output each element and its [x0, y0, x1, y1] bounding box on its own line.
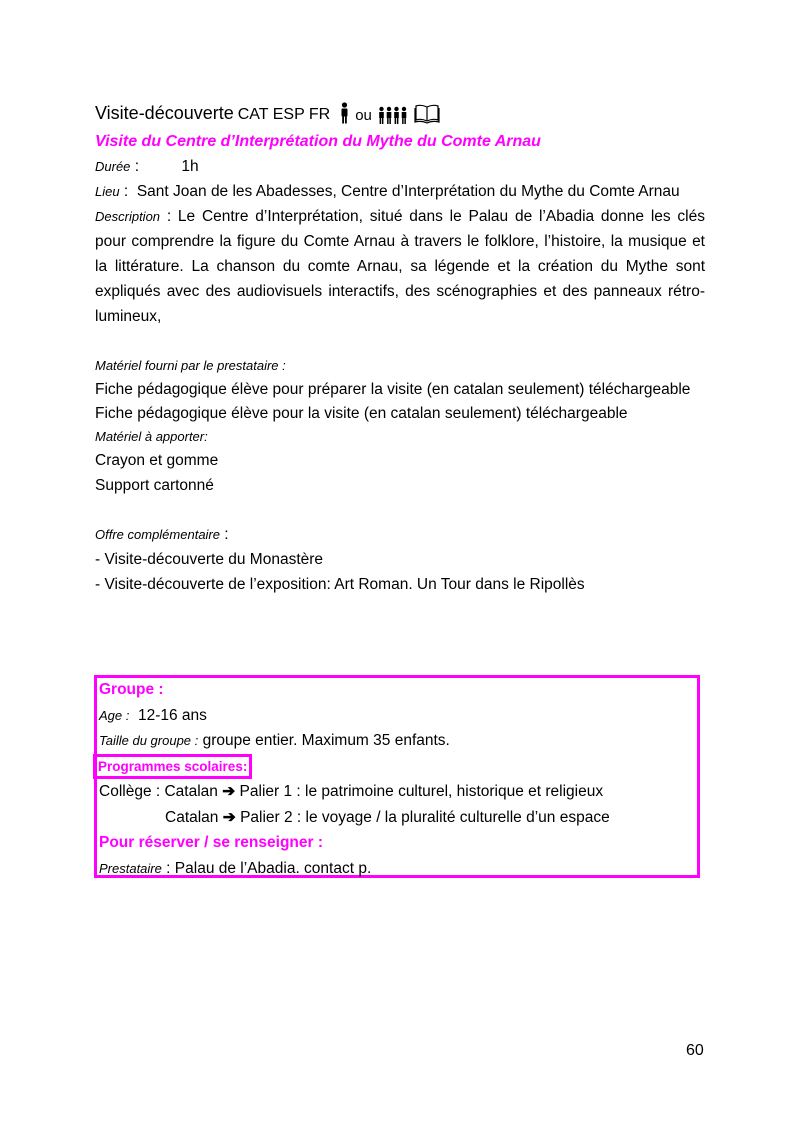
programmes-heading: Programmes scolaires:: [93, 754, 252, 779]
offre-label: Offre complémentaire: [95, 527, 220, 542]
visit-heading: [95, 98, 705, 124]
prestataire-row: [99, 856, 699, 882]
materiel-apporter-label: [95, 426, 705, 448]
materiel-fourni-item: Fiche pédagogique élève pour la visite (en catalan seulement) téléchargeable: [95, 405, 628, 422]
offre-item: - Visite-découverte du Monastère: [95, 551, 324, 568]
materiel-fourni-label: [95, 353, 705, 378]
duration-label: Durée: [95, 159, 131, 174]
duration-sep: :: [130, 158, 140, 175]
offre-label-row: [95, 522, 705, 547]
visit-title: Visite du Centre d’Interprétation du Mythe du Comte Arnau: [95, 133, 541, 150]
location-value: Sant Joan de les Abadesses, Centre d’Interprétation du Mythe du Comte Arnau: [136, 183, 680, 200]
materiel-apporter-item: Support cartonné: [95, 477, 214, 494]
location-row: [95, 179, 705, 204]
arrow-right-icon: ➔: [222, 783, 236, 800]
duration-row: [95, 154, 705, 179]
programme-line: [99, 805, 699, 831]
programme-text: Palier 1 : le patrimoine culturel, historique et religieux: [239, 783, 604, 800]
description-label: Description: [95, 209, 161, 224]
materiel-fourni-item: Fiche pédagogique élève pour préparer la visite (en catalan seulement) téléchargeable: [95, 381, 691, 398]
spacer: [95, 498, 705, 522]
or-text: ou: [355, 107, 372, 124]
groupe-heading: Groupe :: [99, 681, 164, 698]
programme-prefix: Catalan: [165, 808, 219, 826]
location-label: Lieu: [95, 184, 120, 199]
materiel-apporter-label-text: Matériel à apporter:: [95, 429, 208, 444]
taille-value: groupe entier. Maximum 35 enfants.: [202, 732, 450, 749]
taille-label: Taille du groupe :: [99, 733, 199, 748]
languages: CAT ESP FR: [237, 106, 331, 123]
document-page: [95, 98, 705, 597]
age-row: [99, 703, 699, 729]
prestataire-value: : Palau de l’Abadia. contact p.: [161, 859, 372, 877]
person-icon: [340, 102, 349, 124]
group-icon: [378, 106, 408, 124]
page-number: 60: [686, 1042, 704, 1059]
offre-sep: :: [220, 526, 229, 543]
location-sep: :: [119, 183, 129, 200]
description-text: : Le Centre d’Interprétation, situé dans le Palau de l’Abadia donne les clés pour comprendre la figure du Comte Arnau à travers le folklore, l’histoire, la musique et la littérature. La chanson du comte Arnau, sa légende et la création du Mythe sont expliqués avec des audiovisuels interactifs, des scénographies et des panneaux rétro-lumineux,: [95, 208, 705, 325]
materiel-fourni-label-text: Matériel fourni par le prestataire :: [95, 358, 286, 373]
visit-type: Visite-découverte: [95, 103, 234, 123]
programme-text: Palier 2 : le voyage / la pluralité culturelle d’un espace: [240, 808, 610, 826]
materiel-apporter-item: Crayon et gomme: [95, 452, 219, 469]
arrow-right-icon: ➔: [222, 808, 236, 826]
offre-item: - Visite-découverte de l’exposition: Art Roman. Un Tour dans le Ripollès: [95, 576, 585, 593]
taille-row: [99, 728, 699, 754]
programme-line: [99, 779, 699, 805]
reserver-heading: Pour réserver / se renseigner :: [99, 834, 324, 851]
spacer: [95, 329, 705, 353]
programmes-heading-row: [99, 754, 699, 780]
info-box-content: [99, 677, 699, 881]
book-icon: [414, 104, 440, 124]
programme-prefix: Collège : Catalan: [99, 783, 218, 800]
description-row: [95, 204, 705, 329]
duration-value: 1h: [181, 158, 199, 175]
prestataire-label: Prestataire: [99, 860, 162, 876]
age-value: 12-16 ans: [137, 706, 207, 724]
age-label: Age :: [99, 707, 130, 723]
